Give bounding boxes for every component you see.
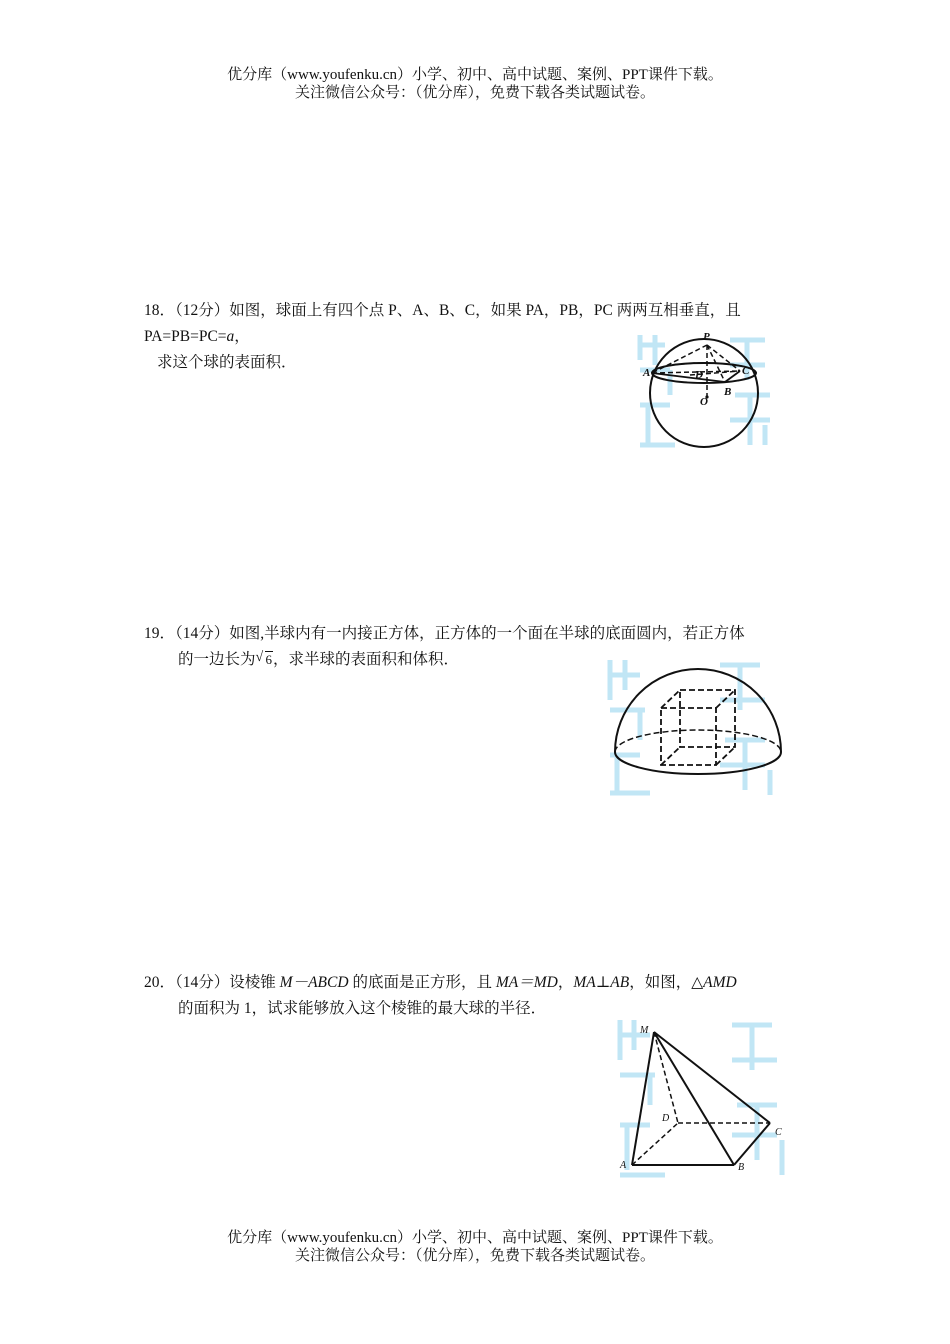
q18-text-1: 如图，球面上有四个点 P、A、B、C，如果 PA，PB，PC 两两互相垂直，且	[229, 302, 741, 319]
footer-line-2: 关注微信公众号：（优分库），免费下载各类试题试卷。	[294, 1248, 655, 1264]
pyramid-edges-hidden	[632, 1032, 770, 1165]
sqrt-expression	[256, 647, 274, 673]
radical-icon: √	[255, 650, 264, 665]
q20-number: 20．	[144, 974, 176, 991]
watermark-logo	[640, 335, 770, 445]
q20-text-1d: ，如图，△	[629, 974, 704, 991]
label-C: C	[742, 365, 750, 377]
q20-var-amd: AMD	[703, 974, 737, 991]
q18-score: （12分）	[175, 302, 230, 319]
footer-line-1: 优分库（www.youfenku.cn）小学、初中、高中试题、案例、PPT课件下载。	[227, 1230, 723, 1246]
page-header	[0, 66, 950, 102]
q19-text-2b: ，求半球的表面积和体积．	[273, 651, 460, 668]
q18-text-2b: ，	[234, 328, 250, 345]
q18-text-2a: PA=PB=PC=	[144, 328, 227, 345]
label-A: A	[620, 1160, 627, 1171]
label-D: D	[695, 369, 703, 381]
q18-sphere-figure	[630, 325, 780, 455]
q18-var-a: a	[226, 328, 235, 345]
label-D: D	[662, 1113, 670, 1124]
q18-line-1	[144, 298, 741, 324]
label-C: C	[775, 1127, 782, 1138]
q19-hemisphere-figure	[605, 655, 790, 800]
pyramid-edges-visible	[632, 1032, 770, 1165]
q19-text-2a: 的一边长为	[178, 651, 256, 668]
page-footer	[0, 1229, 950, 1265]
header-line-2: 关注微信公众号：（优分库），免费下载各类试题试卷。	[294, 85, 655, 101]
q20-text-1b: 的底面是正方形，且	[348, 974, 496, 991]
q20-text-1a: 设棱锥	[229, 974, 280, 991]
edge-AB	[652, 373, 725, 382]
q20-text-1c: ，	[557, 974, 574, 991]
q20-var-ma-perp-ab: MA⊥AB	[573, 974, 630, 991]
q18-number: 18．	[144, 302, 176, 319]
label-M: M	[640, 1025, 649, 1036]
q20-score: （14分）	[175, 974, 230, 991]
q20-text-2: 的面积为 1，试求能够放入这个棱锥的最大球的半径．	[178, 1000, 547, 1017]
header-line-1: 优分库（www.youfenku.cn）小学、初中、高中试题、案例、PPT课件下载。	[227, 67, 723, 83]
q19-score: （14分）	[175, 625, 230, 642]
cube-edges	[661, 690, 735, 765]
q20-var-pyramid: M－ABCD	[279, 974, 349, 991]
label-P: P	[703, 331, 710, 343]
q19-text-1: 如图,半球内有一内接正方体，正方体的一个面在半球的底面圆内，若正方体	[229, 625, 745, 642]
q18-text-3: 求这个球的表面积．	[157, 354, 297, 371]
label-A: A	[643, 367, 651, 379]
q20-line-1	[144, 970, 737, 996]
q20-var-ma-md: MA＝MD	[495, 974, 558, 991]
label-B: B	[738, 1162, 745, 1173]
radicand: 6	[265, 652, 273, 667]
q19-line-1	[144, 621, 745, 647]
q19-number: 19．	[144, 625, 176, 642]
watermark-logo	[620, 1020, 782, 1175]
q20-pyramid-figure	[612, 1015, 792, 1185]
label-O: O	[700, 396, 708, 408]
label-B: B	[724, 386, 732, 398]
